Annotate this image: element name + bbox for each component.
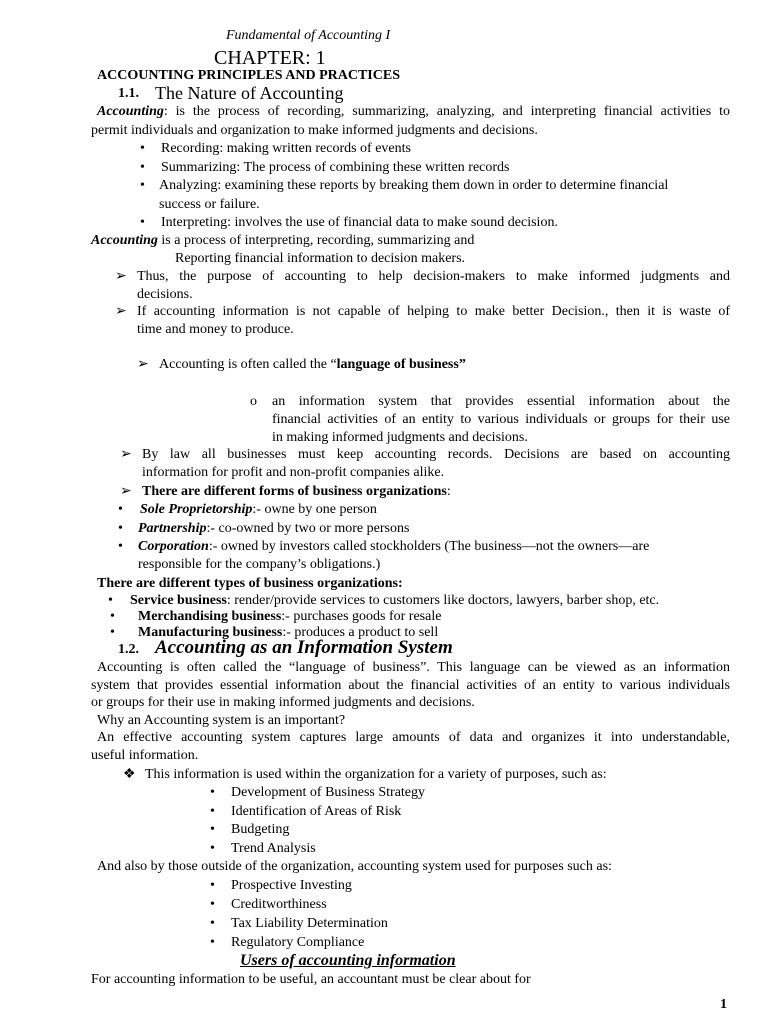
list-item: Thus, the purpose of accounting to help decision-makers to make informed judgments and xyxy=(137,269,730,284)
defined-term: Service business xyxy=(130,593,227,608)
list-item: an information system that provides essential information about the xyxy=(272,394,730,409)
definition-text: :- owne by one person xyxy=(252,502,377,517)
bullet-marker: • xyxy=(210,841,215,856)
list-item: Development of Business Strategy xyxy=(231,785,426,800)
section-number: 1.1. xyxy=(118,86,139,101)
emphasis-text: There are different forms of business organizations xyxy=(142,484,447,499)
definition-text: : is the process of recording, summarizing, analyzing, and interpreting financial activities to xyxy=(163,104,730,119)
list-item: Summarizing: The process of combining these written records xyxy=(161,160,510,175)
chapter-heading: CHAPTER: 1 xyxy=(214,47,326,69)
list-item xyxy=(142,483,451,501)
list-item: Recording: making written records of events xyxy=(161,141,411,156)
subheading: There are different types of business organizations: xyxy=(97,576,403,591)
arrow-bullet-icon: ➢ xyxy=(120,447,132,462)
list-item-continuation: information for profit and non-profit companies alike. xyxy=(142,465,445,480)
defined-term: Sole Proprietorship xyxy=(140,502,253,517)
arrow-bullet-icon: ➢ xyxy=(137,357,149,372)
list-item: If accounting information is not capable of helping to make better Decision., then it is waste of xyxy=(137,304,730,319)
list-item-continuation: time and money to produce. xyxy=(137,322,294,337)
list-item xyxy=(140,501,377,519)
defined-term: Corporation xyxy=(138,539,209,554)
list-item-text: Accounting is often called the “ xyxy=(159,357,337,372)
list-item: Budgeting xyxy=(231,822,290,837)
list-item-continuation: in making informed judgments and decisions. xyxy=(272,430,528,445)
list-item-continuation: responsible for the company’s obligations.) xyxy=(138,557,381,572)
list-item: Prospective Investing xyxy=(231,878,352,893)
list-item xyxy=(138,520,409,538)
bullet-marker: • xyxy=(210,897,215,912)
defined-term: Accounting xyxy=(91,233,158,248)
paragraph-line xyxy=(97,103,730,121)
list-item: Identification of Areas of Risk xyxy=(231,804,402,819)
arrow-bullet-icon: ➢ xyxy=(115,269,127,284)
circle-bullet-marker: o xyxy=(250,394,257,409)
paragraph-line: useful information. xyxy=(91,748,199,763)
bullet-marker: • xyxy=(210,785,215,800)
paragraph-line: or groups for their use in making informed judgments and decisions. xyxy=(91,695,475,710)
list-item xyxy=(138,538,649,556)
paragraph-line: Reporting financial information to decision makers. xyxy=(175,251,466,266)
bullet-marker: • xyxy=(140,160,145,175)
page-number: 1 xyxy=(720,997,727,1012)
arrow-bullet-icon: ➢ xyxy=(115,304,127,319)
list-item-continuation: decisions. xyxy=(137,287,193,302)
bullet-marker: • xyxy=(118,521,123,536)
bullet-marker: • xyxy=(210,822,215,837)
list-item: Creditworthiness xyxy=(231,897,327,912)
definition-text: :- purchases goods for resale xyxy=(281,609,442,624)
bullet-marker: • xyxy=(140,141,145,156)
users-heading: Users of accounting information xyxy=(240,952,456,969)
paragraph-line: For accounting information to be useful, an accountant must be clear about for xyxy=(91,972,531,987)
list-item: By law all businesses must keep accounting records. Decisions are based on accounting xyxy=(142,447,730,462)
defined-term: Accounting xyxy=(97,104,164,119)
arrow-bullet-icon: ➢ xyxy=(120,484,132,499)
definition-text: :- owned by investors called stockholders (The business—not the owners—are xyxy=(208,539,650,554)
list-item-continuation: financial activities of an entity to various individuals or groups for their use xyxy=(272,412,730,427)
definition-text: :- produces a product to sell xyxy=(282,625,439,640)
bullet-marker: • xyxy=(108,593,113,608)
definition-text: is a process of interpreting, recording, summarizing and xyxy=(157,233,475,248)
paragraph-line: permit individuals and organization to make informed judgments and decisions. xyxy=(91,123,538,138)
section-title: Accounting as an Information System xyxy=(155,637,453,658)
list-item: Analyzing: examining these reports by breaking them down in order to determine financial xyxy=(159,178,669,193)
chapter-title: ACCOUNTING PRINCIPLES AND PRACTICES xyxy=(97,68,400,83)
bullet-marker: • xyxy=(140,215,145,230)
list-item xyxy=(159,356,466,374)
diamond-bullet-icon: ❖ xyxy=(123,767,136,782)
bullet-marker: • xyxy=(140,178,145,193)
bullet-marker: • xyxy=(110,609,115,624)
bullet-marker: • xyxy=(210,916,215,931)
list-item: Regulatory Compliance xyxy=(231,935,365,950)
paragraph-line: system that provides essential information about the financial activities of an entity to various individuals xyxy=(91,678,730,693)
bullet-marker: • xyxy=(118,539,123,554)
definition-text: : render/provide services to customers like doctors, lawyers, barber shop, etc. xyxy=(226,593,660,608)
paragraph-line: And also by those outside of the organization, accounting system used for purposes such as: xyxy=(97,859,612,874)
defined-term: Manufacturing business xyxy=(138,625,283,640)
bullet-marker: • xyxy=(210,878,215,893)
paragraph-line: Accounting is often called the “language of business”. This language can be viewed as an information xyxy=(97,660,730,675)
definition-text: :- co-owned by two or more persons xyxy=(206,521,410,536)
paragraph-line: Why an Accounting system is an important? xyxy=(97,713,346,728)
bullet-marker: • xyxy=(210,935,215,950)
list-item: Interpreting: involves the use of financial data to make sound decision. xyxy=(161,215,558,230)
defined-term: Merchandising business xyxy=(138,609,282,624)
list-item-text: : xyxy=(446,484,451,499)
emphasis-text: language of business” xyxy=(336,357,466,372)
list-item-continuation: success or failure. xyxy=(159,197,260,212)
bullet-marker: • xyxy=(210,804,215,819)
paragraph-line xyxy=(91,232,474,250)
bullet-marker: • xyxy=(118,502,123,517)
list-item: Trend Analysis xyxy=(231,841,316,856)
list-item: This information is used within the organization for a variety of purposes, such as: xyxy=(145,767,607,782)
section-title: The Nature of Accounting xyxy=(155,83,344,103)
list-item: Tax Liability Determination xyxy=(231,916,388,931)
paragraph-line: An effective accounting system captures large amounts of data and organizes it into understandable, xyxy=(97,730,730,745)
bullet-marker: • xyxy=(110,625,115,640)
defined-term: Partnership xyxy=(138,521,207,536)
section-number: 1.2. xyxy=(118,642,139,657)
running-header: Fundamental of Accounting I xyxy=(226,28,391,43)
